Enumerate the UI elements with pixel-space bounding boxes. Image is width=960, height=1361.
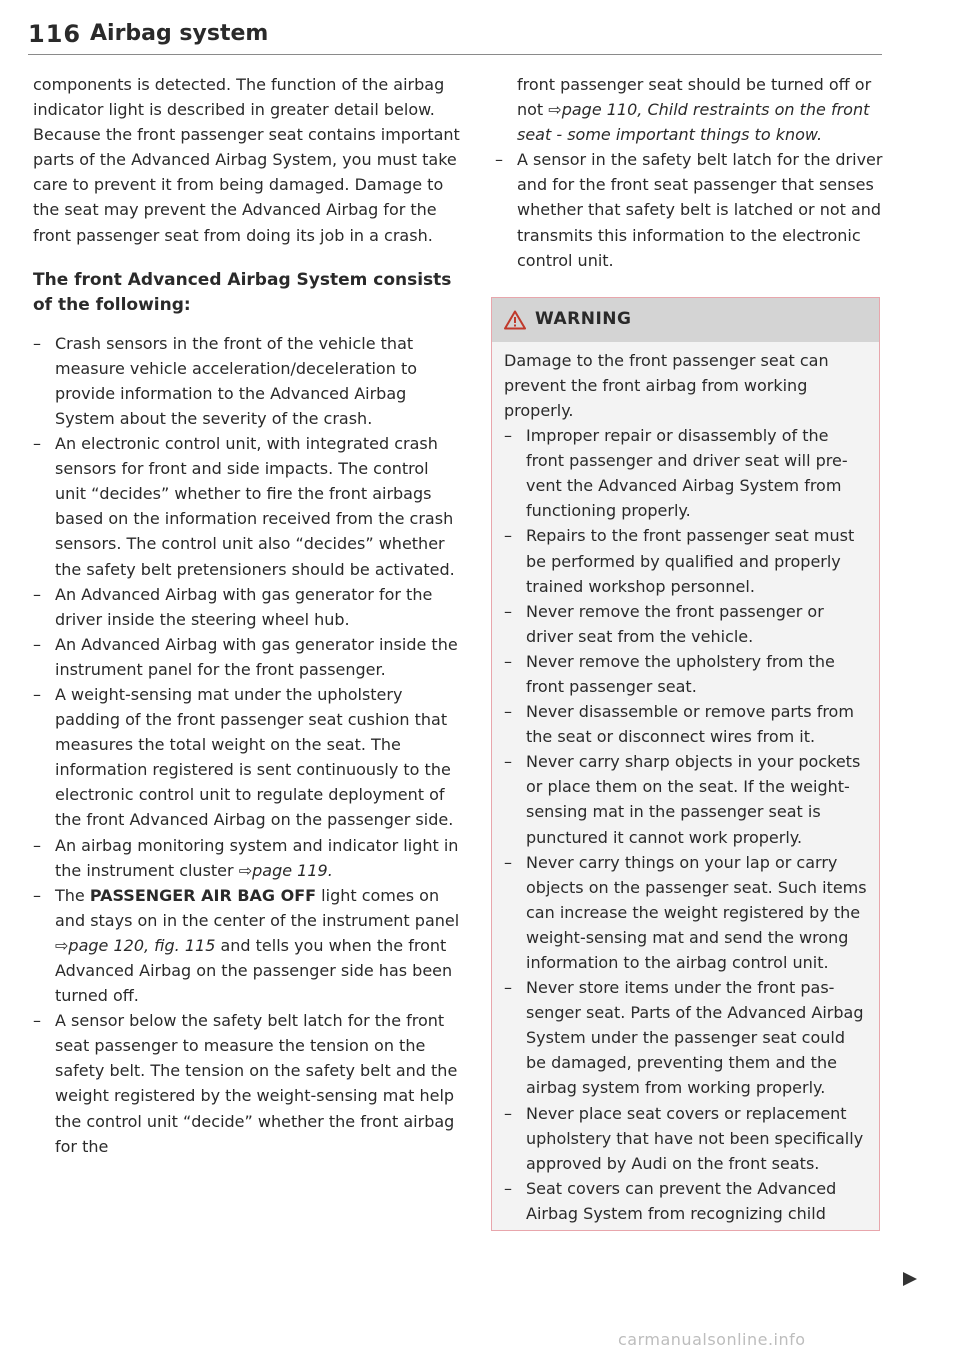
page-reference-link[interactable]: ⇨page 120, fig. 115 — [55, 935, 216, 955]
arrow-right-icon: ⇨ — [55, 935, 69, 955]
section-title: Airbag system — [90, 21, 269, 46]
list-item: – A sensor in the safety belt latch for the driver and for the front seat passenger that senses whether that safety belt is latched or not and transmits this information to the electronic control unit. — [495, 147, 883, 272]
page-header — [28, 20, 882, 55]
list-item: – An electronic control unit, with integrated crash sensors for front and side impacts. The control unit “decides” whether to fire the front airbags based on the information received from the crash sensors. The control unit also “decides” whether the safety belt pretensioners should be activated. — [33, 431, 463, 582]
list-item: – A weight-sensing mat under the upholstery padding of the front passenger seat cushion that measures the total weight on the seat. The information registered is sent continuously to the electronic control unit to regulate deployment of the front Advanced Airbag on the passenger side. — [33, 682, 463, 833]
arrow-right-icon: ⇨ — [548, 100, 562, 120]
list-item: – A sensor below the safety belt latch for the front seat passenger to measure the tension on the safety belt. The tension on the safety belt and the weight registered by the weight-sensing mat help the control unit “decide” whether the front airbag for the — [33, 1008, 463, 1159]
list-item: – An Advanced Airbag with gas generator inside the instrument panel for the front passenger. — [33, 632, 463, 682]
warning-header — [492, 298, 879, 342]
components-list — [33, 331, 463, 1159]
subheading: The front Advanced Airbag System consists of the following: — [33, 269, 452, 315]
list-item: – Never remove the front passenger or driver seat from the vehicle. — [504, 599, 867, 649]
item-text: An airbag monitoring system and indicator light in the instrument cluster — [55, 835, 459, 880]
list-item: – Never store items under the front passenger seat. Parts of the Advanced Airbag System under the passenger seat could be damaged, preventing them and the airbag system from working properly. — [504, 975, 867, 1100]
warning-box — [491, 297, 880, 1231]
list-item — [33, 833, 463, 883]
indicator-name: PASSENGER AIR BAG OFF — [89, 885, 317, 905]
list-item: – Seat covers can prevent the Advanced Airbag System from recognizing child — [504, 1176, 867, 1226]
list-item: – Improper repair or disassembly of the front passenger and driver seat will prevent the Advanced Airbag System from functioning properly. — [504, 423, 867, 523]
right-column — [495, 72, 883, 1231]
warning-title: WARNING — [535, 309, 632, 330]
page-reference-link[interactable]: ⇨page 110, Child restraints on the front seat - some important things to know. — [517, 100, 870, 145]
list-item: – Crash sensors in the front of the vehicle that measure vehicle acceleration/deceleration to provide information to the Advanced Airbag System about the severity of the crash. — [33, 331, 463, 431]
warning-list — [504, 423, 867, 1226]
left-column — [33, 72, 463, 1159]
list-item: – Never disassemble or remove parts from the seat or disconnect wires from it. — [504, 699, 867, 749]
page-reference-link[interactable]: ⇨page 119. — [238, 860, 333, 880]
intro-paragraph: components is detected. The function of the airbag indicator light is described in greater detail below. Because the front passenger seat contains important parts of the Advanced Airbag System, you must take care to prevent it from being damaged. Damage to the seat may prevent the Advanced Airbag for the front passenger seat from doing its job in a crash. — [33, 75, 460, 245]
page-number: 116 — [28, 20, 82, 48]
arrow-right-icon: ⇨ — [238, 860, 253, 880]
continued-paragraph: front passenger seat should be turned off or not ⇨page 110, Child restraints on the front seat - some important things to know. — [517, 75, 872, 145]
list-item: – Never carry sharp objects in your pockets or place them on the seat. If the weight-sensing mat in the passenger seat is punctured it cannot work properly. — [504, 749, 867, 849]
continue-arrow-icon — [903, 1272, 917, 1286]
watermark: carmanualsonline.info — [618, 1330, 806, 1349]
list-item: – Repairs to the front passenger seat must be performed by qualified and properly trained workshop personnel. — [504, 523, 867, 598]
sensor-list — [495, 147, 883, 272]
warning-intro: Damage to the front passenger seat can prevent the front airbag from working properly. — [504, 350, 829, 420]
warning-triangle-icon — [504, 310, 526, 330]
list-item: – An Advanced Airbag with gas generator for the driver inside the steering wheel hub. — [33, 582, 463, 632]
list-item: – Never place seat covers or replacement upholstery that have not been specifically approved by Audi on the front seats. — [504, 1101, 867, 1176]
list-item: – The PASSENGER AIR BAG OFF light comes on and stays on in the center of the instrument panel ⇨page 120, fig. 115 and tells you when the front Advanced Airbag on the passenger side has been turned off. — [33, 883, 463, 1008]
warning-body — [492, 342, 879, 1230]
list-item: – Never remove the upholstery from the front passenger seat. — [504, 649, 867, 699]
list-item: – Never carry things on your lap or carry objects on the passenger seat. Such items can increase the weight registered by the weight-sensing mat and send the wrong information to the airbag control unit. — [504, 850, 867, 975]
